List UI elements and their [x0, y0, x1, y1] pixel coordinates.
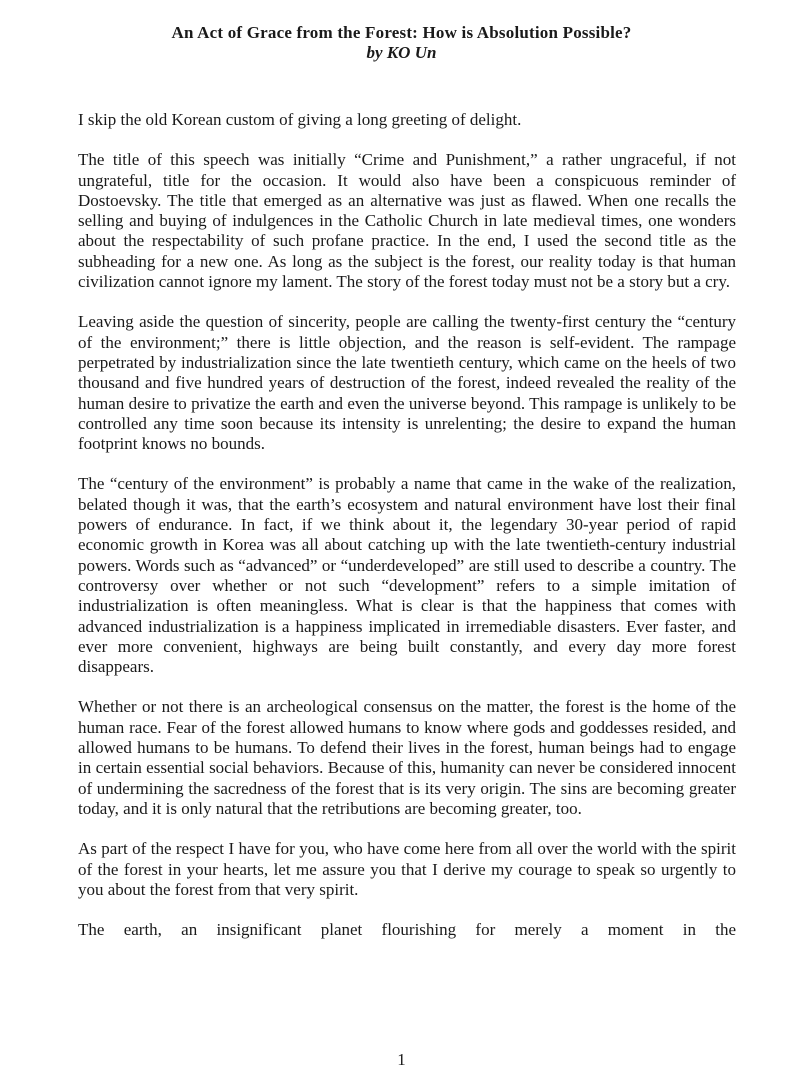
paragraph: I skip the old Korean custom of giving a long greeting of delight. [78, 110, 522, 129]
paragraph: As part of the respect I have for you, who have come here from all over the world with the spirit of the forest in your hearts, let me assure you that I derive my courage to speak so urgently to you about the forest from that very spirit. [78, 839, 736, 899]
page-number: 1 [397, 1050, 406, 1069]
document-body [78, 110, 736, 960]
paragraph: Whether or not there is an archeological consensus on the matter, the forest is the home of the human race. Fear of the forest allowed humans to know where gods and goddesses resided, and allowed humans to be humans. To defend their lives in the forest, human beings had to engage in certain essential social behaviors. Because of this, humanity can never be considered innocent of undermining the sacredness of the forest that is its very origin. The sins are becoming greater today, and it is only natural that the retributions are becoming greater, too. [78, 697, 736, 818]
document-byline: by KO Un [366, 43, 437, 62]
paragraph: The title of this speech was initially “Crime and Punishment,” a rather ungraceful, if not ungrateful, title for the occasion. It would also have been a conspicuous reminder of Dostoevsky. The title that emerged as an alternative was just as flawed. When one recalls the selling and buying of indulgences in the Catholic Church in late medieval times, one wonders about the respectability of such profane practice. In the end, I used the second title as the subheading for a new one. As long as the subject is the forest, our reality today is that human civilization cannot ignore my lament. The story of the forest today must not be a story but a cry. [78, 150, 736, 292]
paragraph: The “century of the environment” is probably a name that came in the wake of the realization, belated though it was, that the earth’s ecosystem and natural environment have lost their final powers of endurance. In fact, if we think about it, the legendary 30-year period of rapid economic growth in Korea was all about catching up with the late twentieth-century industrial powers. Words such as “advanced” or “underdeveloped” are still used to describe a country. The controversy over whether or not such “development” refers to a simple imitation of industrialization is often meaningless. What is clear is that the happiness that comes with advanced industrialization is a happiness implicated in irremediable disasters. Ever faster, and ever more convenient, highways are being built constantly, and every day more forest disappears. [78, 474, 736, 677]
document-title: An Act of Grace from the Forest: How is Absolution Possible? [171, 23, 632, 42]
paragraph: The earth, an insignificant planet flourishing for merely a moment in the [78, 920, 736, 940]
paragraph: Leaving aside the question of sincerity, people are calling the twenty-first century the “century of the environment;” there is little objection, and the reason is self-evident. The rampage perpetrated by industrialization since the late twentieth century, which came on the heels of two thousand and five hundred years of destruction of the forest, indeed revealed the reality of the human desire to privatize the earth and even the universe beyond. This rampage is unlikely to be controlled any time soon because its intensity is unrelenting; the desire to expand the human footprint knows no bounds. [78, 312, 736, 454]
